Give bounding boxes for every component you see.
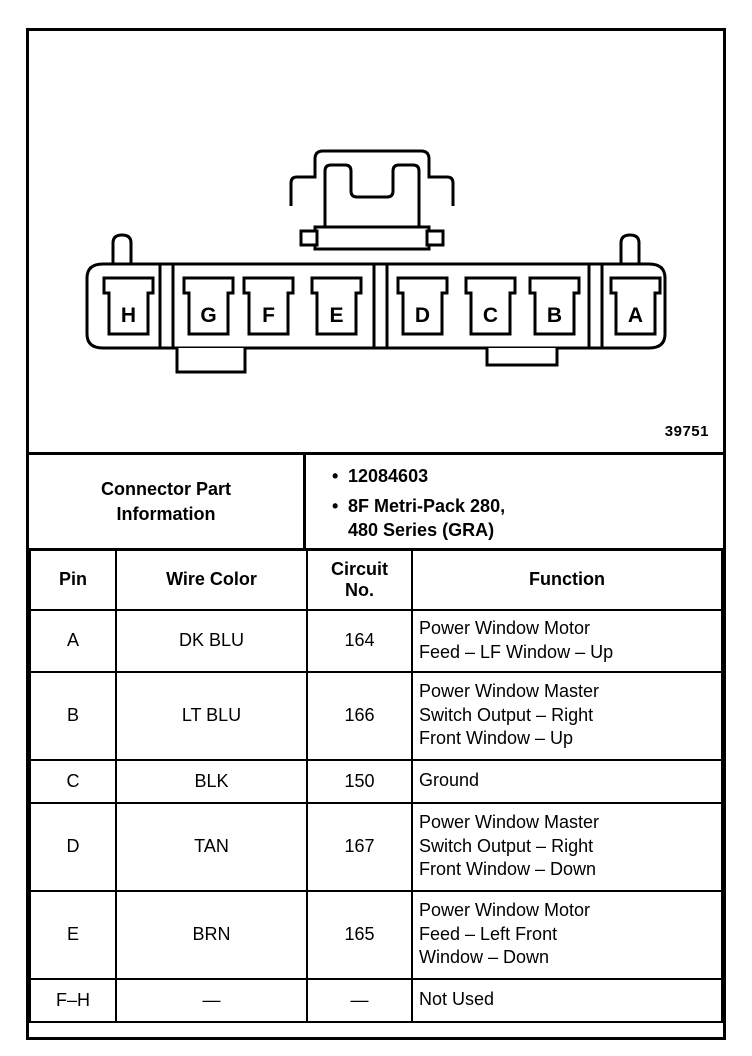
header-circuit-line2: No.	[345, 579, 374, 600]
cell-wire-color: TAN	[116, 803, 307, 891]
cell-wire-color: LT BLU	[116, 672, 307, 760]
function-line: Feed – LF Window – Up	[419, 641, 614, 662]
cell-wire-color: BRN	[116, 891, 307, 979]
connector-part-number-row	[332, 465, 723, 488]
cell-circuit-no: —	[307, 979, 412, 1022]
pin-label-g: G	[200, 304, 217, 327]
connector-part-information-values	[306, 455, 723, 548]
cell-function	[412, 610, 722, 672]
header-circuit-no	[307, 550, 412, 610]
connector-illustration	[29, 31, 723, 449]
cell-circuit-no: 164	[307, 610, 412, 672]
function-line: Switch Output – Right	[419, 835, 594, 856]
cell-pin: F–H	[30, 979, 116, 1022]
cell-pin: D	[30, 803, 116, 891]
function-line: Power Window Master	[419, 812, 600, 833]
table-row	[30, 979, 722, 1022]
header-pin: Pin	[30, 550, 116, 610]
figure-number: 39751	[664, 423, 709, 440]
connector-series-line2: 480 Series (GRA)	[348, 519, 495, 540]
table-row	[30, 610, 722, 672]
cell-wire-color: BLK	[116, 760, 307, 803]
pin-label-e: E	[329, 304, 344, 327]
cell-pin: B	[30, 672, 116, 760]
connector-info-label-line2: Information	[116, 503, 216, 524]
function-line: Power Window Master	[419, 681, 600, 702]
header-circuit-line1: Circuit	[330, 559, 388, 580]
cell-pin: C	[30, 760, 116, 803]
cell-wire-color: DK BLU	[116, 610, 307, 672]
pin-label-f: F	[262, 304, 275, 327]
connector-series-line1: 8F Metri-Pack 280,	[348, 496, 506, 517]
pin-label-c: C	[482, 304, 499, 327]
function-line: Switch Output – Right	[419, 704, 594, 725]
connector-drawing	[29, 31, 723, 449]
table-header-row	[30, 550, 722, 610]
cell-function	[412, 803, 722, 891]
connector-part-information	[29, 452, 723, 548]
function-line: Ground	[419, 770, 480, 791]
connector-part-information-label	[29, 455, 306, 548]
connector-info-label-line1: Connector Part	[100, 479, 232, 500]
cell-circuit-no: 165	[307, 891, 412, 979]
header-wire-color: Wire Color	[116, 550, 307, 610]
pin-label-a: A	[627, 304, 644, 327]
cell-function	[412, 672, 722, 760]
pin-label-b: B	[546, 304, 563, 327]
cell-wire-color: —	[116, 979, 307, 1022]
cell-circuit-no: 150	[307, 760, 412, 803]
connector-series-row	[332, 495, 723, 542]
function-line: Not Used	[419, 989, 495, 1010]
cell-function	[412, 891, 722, 979]
cell-pin: E	[30, 891, 116, 979]
bullet-icon: •	[332, 496, 339, 517]
cell-circuit-no: 167	[307, 803, 412, 891]
cell-pin: A	[30, 610, 116, 672]
function-line: Power Window Motor	[419, 618, 591, 639]
pin-function-table	[29, 548, 723, 1023]
table-row	[30, 672, 722, 760]
cell-circuit-no: 166	[307, 672, 412, 760]
function-line: Window – Down	[419, 947, 550, 968]
cell-function	[412, 760, 722, 803]
pin-label-h: H	[120, 304, 137, 327]
header-function: Function	[412, 550, 722, 610]
table-row	[30, 760, 722, 803]
function-line: Front Window – Down	[419, 859, 597, 880]
function-line: Power Window Motor	[419, 900, 591, 921]
table-row	[30, 803, 722, 891]
connector-part-number: 12084603	[348, 466, 429, 486]
function-line: Feed – Left Front	[419, 923, 558, 944]
table-row	[30, 891, 722, 979]
pin-label-d: D	[414, 304, 431, 327]
bullet-icon: •	[332, 466, 339, 486]
function-line: Front Window – Up	[419, 728, 574, 749]
cell-function	[412, 979, 722, 1022]
diagram-page-frame	[26, 28, 726, 1040]
